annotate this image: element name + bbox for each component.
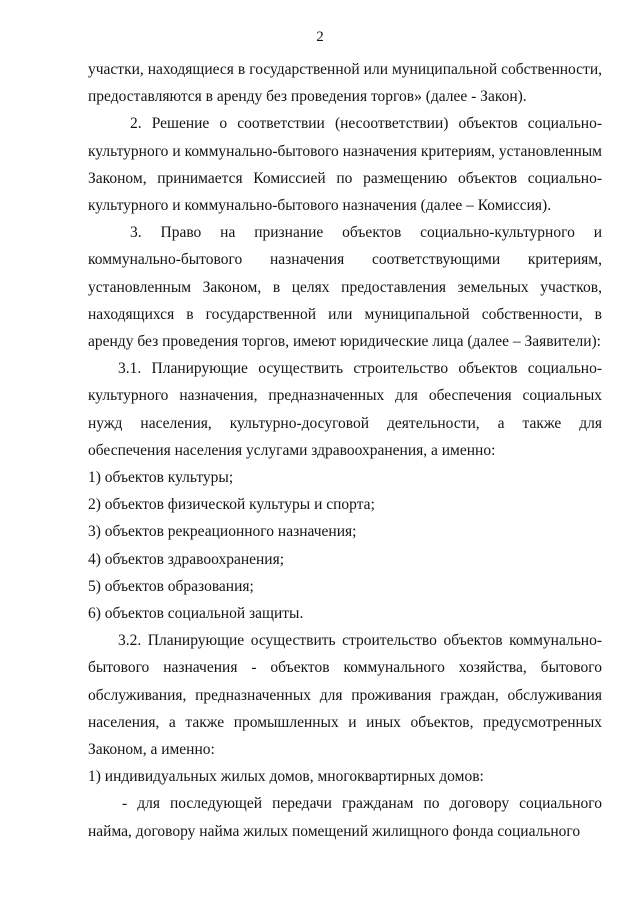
sub-item-1-dash: - для последующей передачи гражданам по договору социального найма, договору найма жилых помещений жилищного фонда социального: [88, 795, 602, 840]
paragraph-3-2: 3.2. Планирующие осуществить строительство объектов коммунально-бытового назначения - объектов коммунального хозяйства, бытового обслуживания, предназначенных для проживания граждан, обслуживания населения, а также промышленных и иных объектов, предусмотренных Законом, а именно:: [88, 632, 602, 759]
list-item: 2) объектов физической культуры и спорта;: [88, 496, 375, 514]
list-item: 4) объектов здравоохранения;: [88, 550, 285, 568]
paragraph-closing-law: участки, находящиеся в государственной или муниципальной собственности, предоставляются в аренду без проведения торгов» (далее - Закон).: [88, 61, 602, 106]
sub-item-1: 1) индивидуальных жилых домов, многоквартирных домов:: [88, 768, 484, 786]
list-item: 1) объектов культуры;: [88, 469, 234, 487]
list-item: 3) объектов рекреационного назначения;: [88, 523, 357, 541]
paragraph-3-1: 3.1. Планирующие осуществить строительство объектов социально-культурного назначения, предназначенных для обеспечения социальных нужд населения, культурно-досуговой деятельности, а также для обеспечения населения услугами здравоохранения, а именно:: [88, 360, 602, 459]
list-item: 5) объектов образования;: [88, 577, 254, 595]
document-body: [88, 56, 602, 845]
page-number: 2: [316, 29, 324, 45]
paragraph-3: 3. Право на признание объектов социально-культурного и коммунально-бытового назначения соответствующими критериям, установленным Законом, в целях предоставления земельных участков, находящихся в государственной или муниципальной собственности, в аренду без проведения торгов, имеют юридические лица (далее – Заявители):: [88, 224, 602, 351]
list-item: 6) объектов социальной защиты.: [88, 605, 304, 623]
paragraph-2: 2. Решение о соответствии (несоответствии) объектов социально-культурного и коммунально-бытового назначения критериям, установленным Законом, принимается Комиссией по размещению объектов социально-культурного и коммунально-бытового назначения (далее – Комиссия).: [88, 115, 602, 215]
